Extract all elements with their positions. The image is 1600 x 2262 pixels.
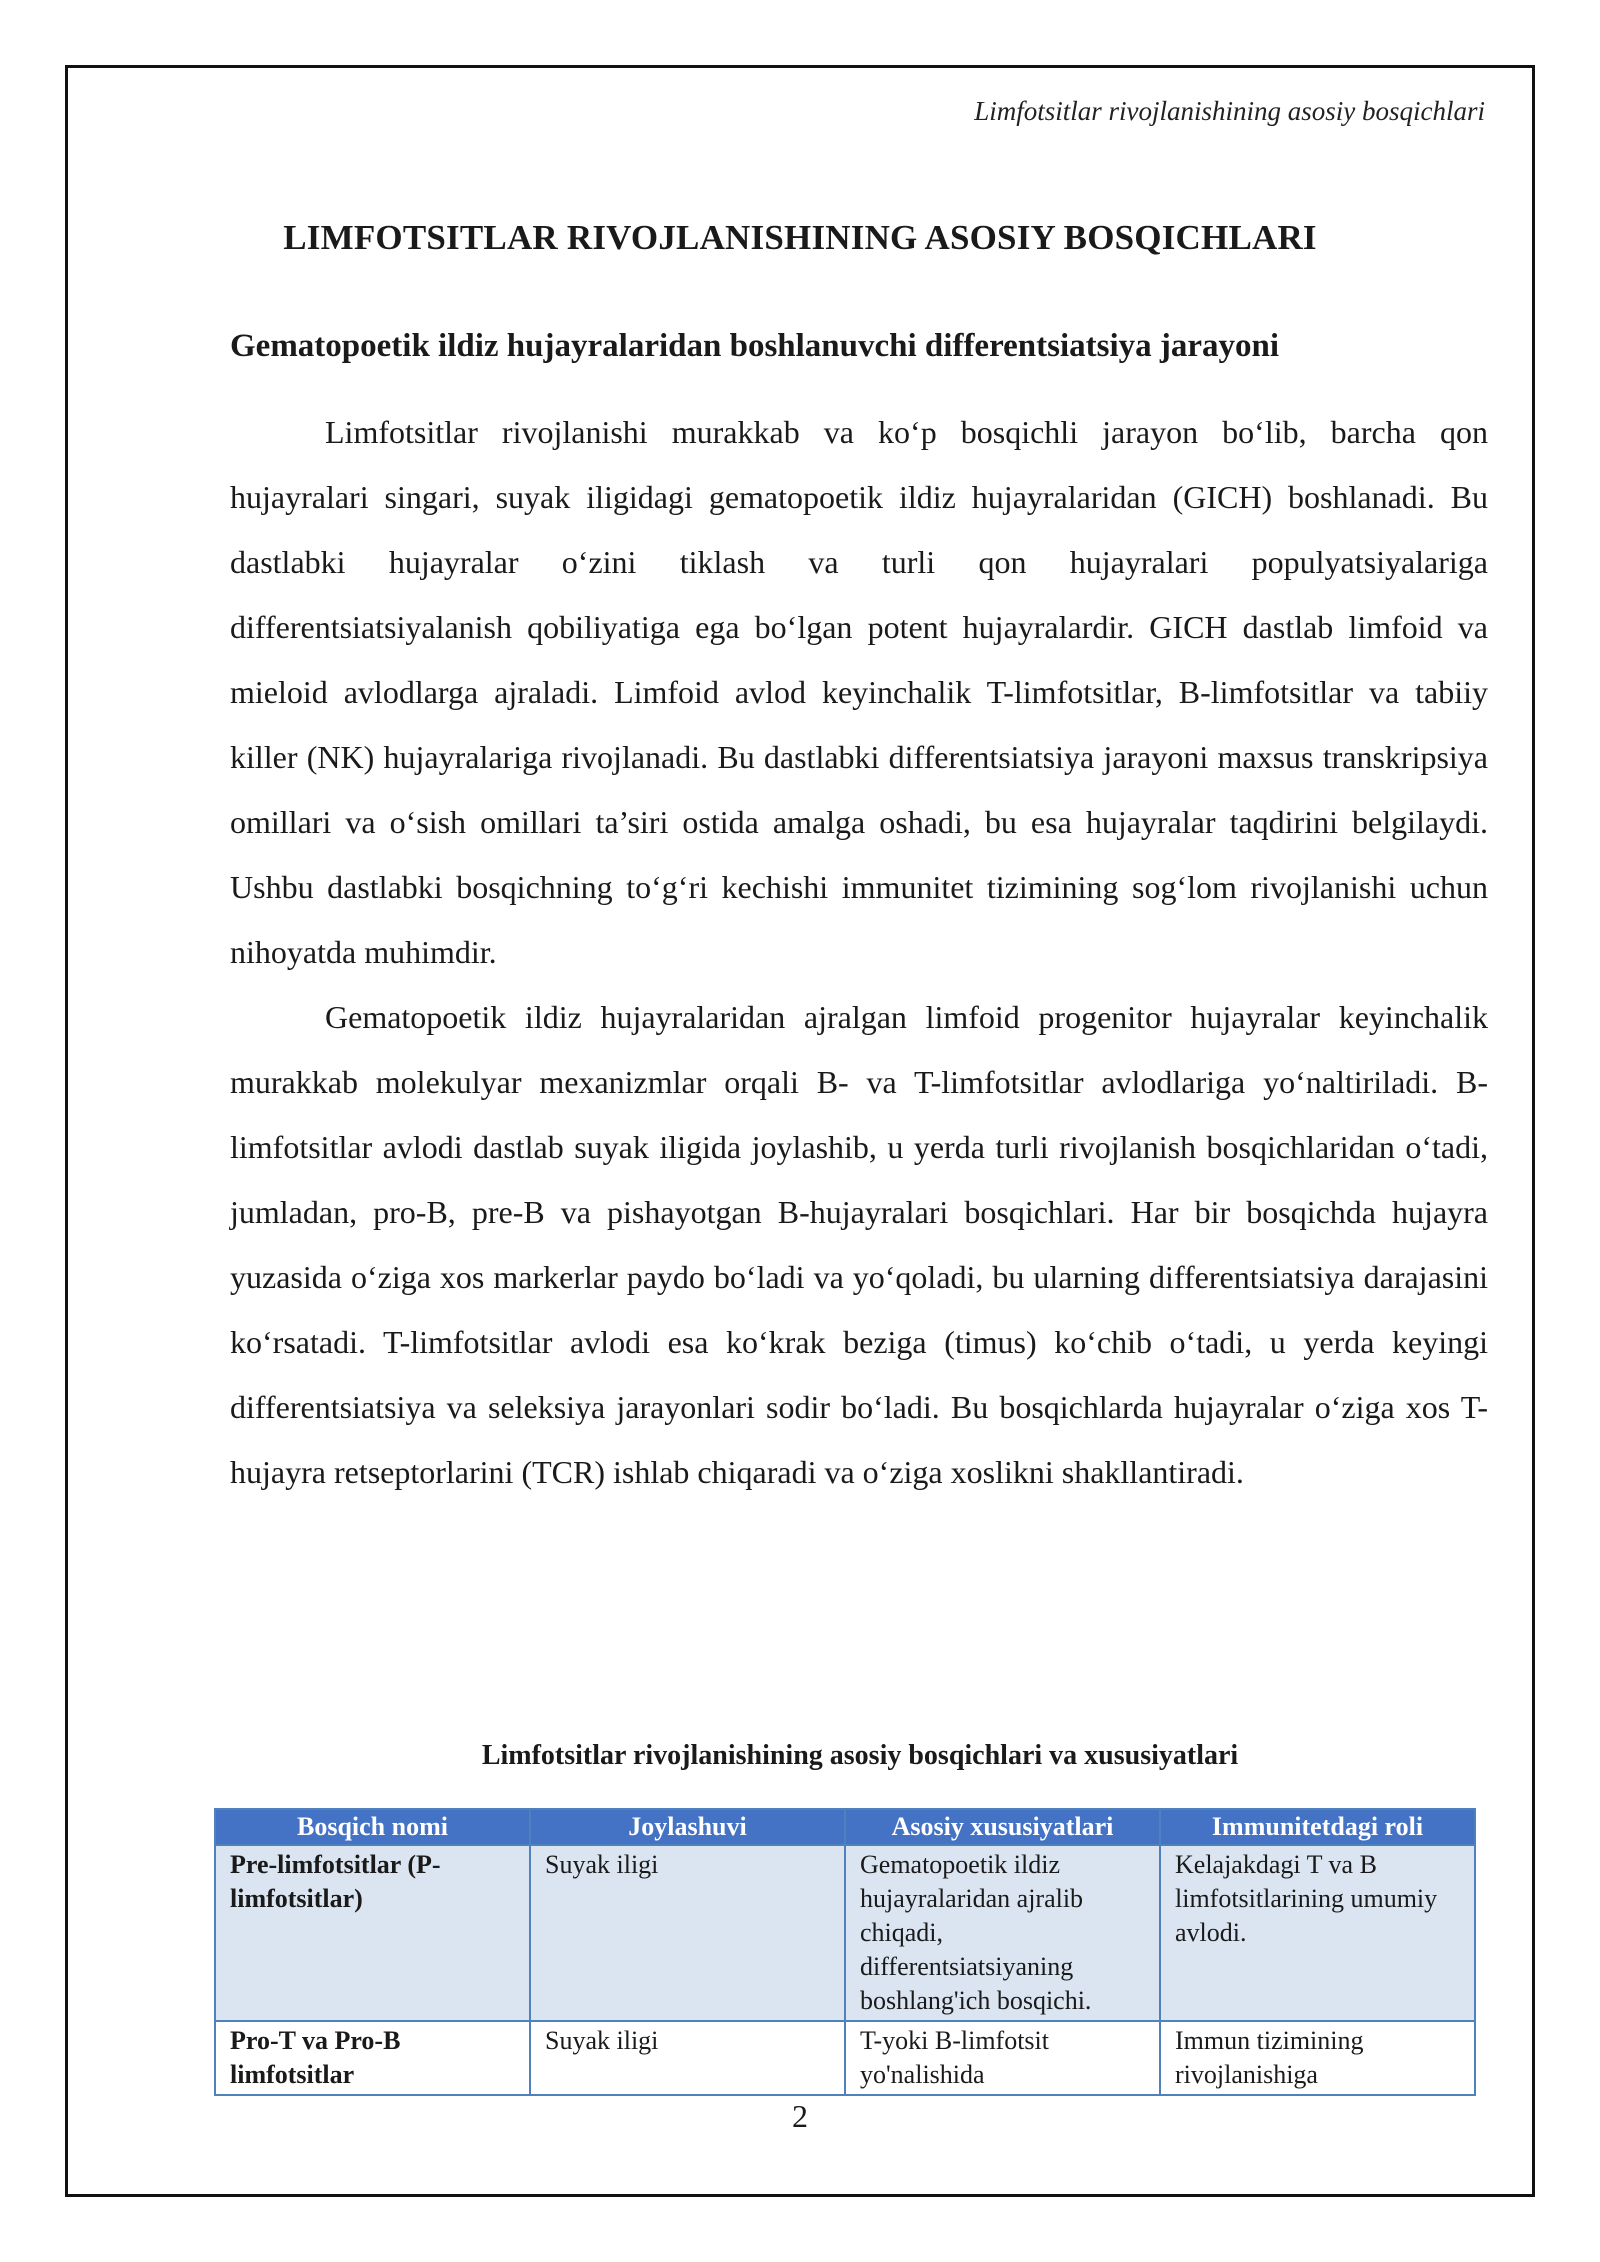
paragraph-1: Limfotsitlar rivojlanishi murakkab va ko‘p bosqichli jarayon bo‘lib, barcha qon hujayralari singari, suyak iligidagi gematopoetik ildiz hujayralaridan (GICH) boshlanadi. Bu dastlabki hujayralar o‘zini tiklash va turli qon hujayralari populyatsiyalariga differentsiatsiyalanish qobiliyatiga ega bo‘lgan potent hujayralardir. GICH dastlab limfoid va mieloid avlodlarga ajraladi. Limfoid avlod keyinchalik T-limfotsitlar, B-limfotsitlar va tabiiy killer (NK) hujayralariga rivojlanadi. Bu dastlabki differentsiatsiya jarayoni maxsus transkripsiya omillari va o‘sish omillari ta’siri ostida amalga oshadi, bu esa hujayralar taqdirini belgilaydi. Ushbu dastlabki bosqichning to‘g‘ri kechishi immunitet tizimining sog‘lom rivojlanishi uchun nihoyatda muhimdir. [230, 414, 1488, 970]
table-cell: Kelajakdagi T va B limfotsitlarining umumiy avlodi. [1160, 1845, 1475, 2021]
table-cell: Suyak iligi [530, 2021, 845, 2095]
table-caption: Limfotsitlar rivojlanishining asosiy bosqichlari va xususiyatlari [481, 1740, 1239, 1771]
running-header: Limfotsitlar rivojlanishining asosiy bosqichlari [974, 96, 1485, 126]
body-text [230, 400, 1488, 1505]
table-row [215, 2021, 1475, 2095]
page-number: 2 [792, 2098, 808, 2134]
section-heading: Gematopoetik ildiz hujayralaridan boshlanuvchi differentsiatsiya jarayoni [230, 328, 1280, 364]
table-cell: Pro-T va Pro-B limfotsitlar [215, 2021, 530, 2095]
table-cell: Gematopoetik ildiz hujayralaridan ajralib chiqadi, differentsiatsiyaning boshlang'ich bosqichi. [845, 1845, 1160, 2021]
table-cell: Immun tizimining rivojlanishiga [1160, 2021, 1475, 2095]
table-cell: T-yoki B-limfotsit yo'nalishida [845, 2021, 1160, 2095]
stages-table [214, 1808, 1476, 2096]
table-row [215, 1845, 1475, 2021]
table-header-row [215, 1809, 1475, 1845]
column-header: Joylashuvi [530, 1809, 845, 1845]
paragraph-2: Gematopoetik ildiz hujayralaridan ajralgan limfoid progenitor hujayralar keyinchalik murakkab molekulyar mexanizmlar orqali B- va T-limfotsitlar avlodlariga yo‘naltiriladi. B-limfotsitlar avlodi dastlab suyak iligida joylashib, u yerda turli rivojlanish bosqichlaridan o‘tadi, jumladan, pro-B, pre-B va pishayotgan B-hujayralari bosqichlari. Har bir bosqichda hujayra yuzasida o‘ziga xos markerlar paydo bo‘ladi va yo‘qoladi, bu ularning differentsiatsiya darajasini ko‘rsatadi. T-limfotsitlar avlodi esa ko‘krak beziga (timus) ko‘chib o‘tadi, u yerda keyingi differentsiatsiya va seleksiya jarayonlari sodir bo‘ladi. Bu bosqichlarda hujayralar o‘ziga xos T-hujayra retseptorlarini (TCR) ishlab chiqaradi va o‘ziga xoslikni shakllantiradi. [230, 999, 1488, 1490]
table-cell: Suyak iligi [530, 1845, 845, 2021]
column-header: Asosiy xususiyatlari [845, 1809, 1160, 1845]
column-header: Immunitetdagi roli [1160, 1809, 1475, 1845]
page-title: LIMFOTSITLAR RIVOJLANISHINING ASOSIY BOSQICHLARI [283, 218, 1317, 257]
table-cell: Pre-limfotsitlar (P-limfotsitlar) [215, 1845, 530, 2021]
column-header: Bosqich nomi [215, 1809, 530, 1845]
